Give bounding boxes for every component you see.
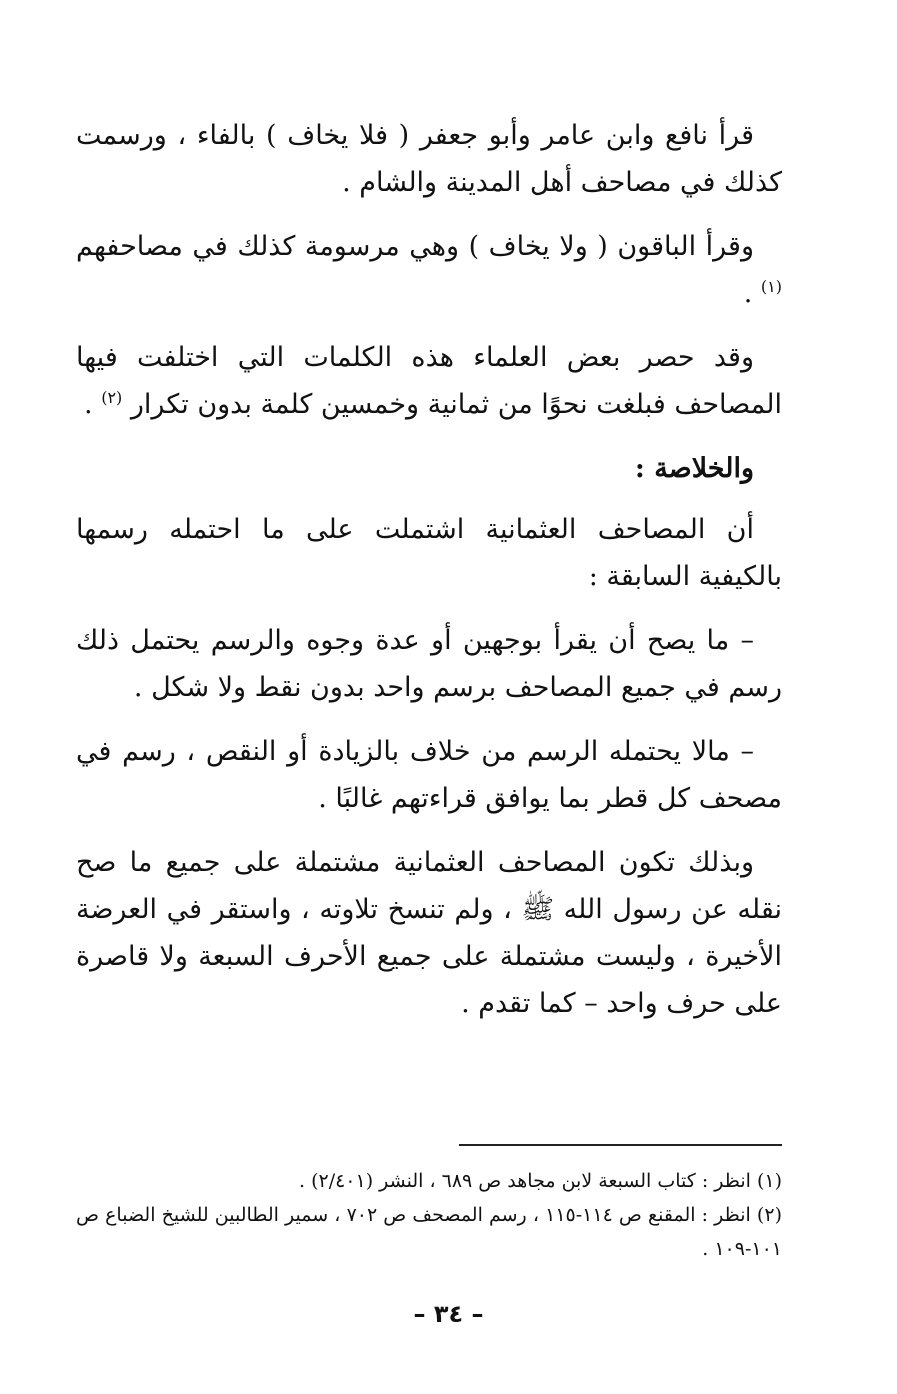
paragraph-tail: . [84,389,102,420]
heading-text: والخلاصة : [634,453,754,484]
paragraph-others-reading [76,223,782,317]
footnote-ref-2[interactable]: (٢) [101,388,123,407]
section-heading-summary [76,445,782,492]
paragraph-text: أن المصاحف العثمانية اشتملت على ما احتمله رسمها بالكيفية السابقة : [76,514,782,592]
paragraph-summary-intro [76,506,782,600]
footnote-ref-1[interactable]: (١) [760,277,782,296]
footnote-1: (١) انظر : كتاب السبعة لابن مجاهد ص ٦٨٩ ، النشر (٢/٤٠١) . [298,1170,782,1192]
paragraph-word-count [76,334,782,428]
paragraph-text: وبذلك تكون المصاحف العثمانية مشتملة على جميع ما صح نقله عن رسول الله ﷺ ، ولم تنسخ تلاوته ، واستقر في العرضة الأخيرة ، وليست مشتملة على جميع الأحرف السبعة ولا قاصرة على حرف واحد – كما تقدم . [76,847,782,1019]
footnote-2: (٢) انظر : المقنع ص ١١٤-١١٥ ، رسم المصحف ص ٧٠٢ ، سمير الطالبين للشيخ الضباع ص ١٠١-١٠٩ . [76,1204,782,1260]
paragraph-text: وقد حصر بعض العلماء هذه الكلمات التي اختلفت فيها المصاحف فبلغت نحوًا من ثمانية وخمسين كلمة بدون تكرار [76,342,782,420]
main-text [76,112,782,1044]
paragraph-conclusion [76,839,782,1027]
paragraph-text: – مالا يحتمله الرسم من خلاف بالزيادة أو النقص ، رسم في مصحف كل قطر بما يوافق قراءتهم غالبًا . [76,736,782,814]
paragraph-text: وقرأ الباقون ( ولا يخاف ) وهي مرسومة كذلك في مصاحفهم [76,231,754,262]
paragraph-tail: . [743,278,761,309]
paragraph-nafi-reading [76,112,782,206]
paragraph-text: – ما يصح أن يقرأ بوجهين أو عدة وجوه والرسم يحتمل ذلك رسم في جميع المصاحف برسم واحد بدون نقط ولا شكل . [76,625,782,703]
page-number: – ٣٤ – [413,1300,484,1328]
list-item-first [76,617,782,711]
paragraph-text: قرأ نافع وابن عامر وأبو جعفر ( فلا يخاف ) بالفاء ، ورسمت كذلك في مصاحف أهل المدينة والشام . [76,120,782,198]
footnote-divider [459,1144,782,1146]
footnotes [76,1164,782,1266]
list-item-second [76,728,782,822]
